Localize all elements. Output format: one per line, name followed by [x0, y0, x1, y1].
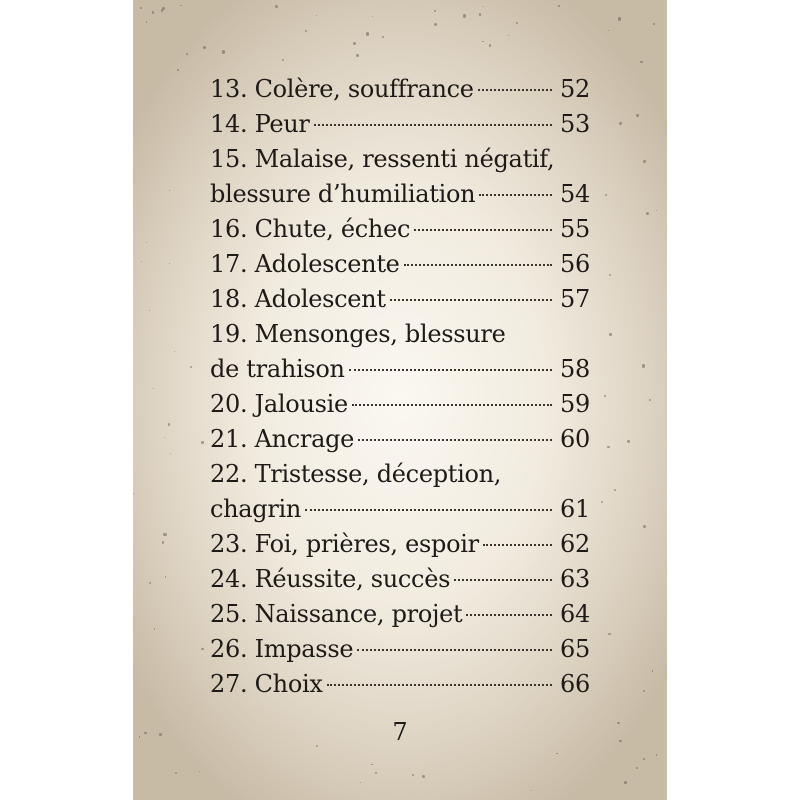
paper-speck — [422, 775, 425, 778]
toc-entry-title: 22. Tristesse, déception, — [210, 460, 502, 488]
toc-entry-line — [210, 107, 590, 142]
paper-speck — [149, 582, 151, 584]
paper-speck — [619, 122, 622, 125]
toc-entry-title: 25. Naissance, projet — [210, 600, 463, 628]
toc-entry-title: 16. Chute, échec — [210, 215, 411, 243]
toc-entry — [210, 72, 590, 107]
toc-entry — [210, 212, 590, 247]
dot-leader — [358, 439, 552, 441]
paper-speck — [605, 194, 607, 196]
paper-speck — [434, 23, 437, 26]
dot-leader — [478, 89, 552, 91]
toc-page-number: 57 — [560, 285, 590, 313]
paper-speck — [168, 423, 170, 425]
toc-entry-title: de trahison — [210, 355, 345, 383]
toc-entry-line — [210, 457, 590, 492]
paper-speck — [162, 541, 165, 544]
dot-leader — [404, 264, 552, 266]
toc-entry-line — [210, 317, 590, 352]
dot-leader — [314, 124, 552, 126]
toc-entry — [210, 597, 590, 632]
toc-page-number: 66 — [560, 670, 590, 698]
toc-entry-title: 19. Mensonges, blessure — [210, 320, 506, 348]
paper-speck — [382, 36, 384, 38]
toc-entry-title: 17. Adolescente — [210, 250, 400, 278]
paper-speck — [165, 576, 167, 578]
paper-speck — [643, 690, 645, 692]
paper-speck — [434, 10, 436, 12]
dot-leader — [349, 369, 552, 371]
toc-page-number: 60 — [560, 425, 590, 453]
paper-speck — [609, 333, 611, 335]
toc-page-number: 65 — [560, 635, 590, 663]
toc-entry-line — [210, 142, 590, 177]
toc-entry-line — [210, 212, 590, 247]
dot-leader — [414, 229, 552, 231]
paper-speck — [356, 54, 359, 57]
paper-speck — [609, 274, 611, 276]
paper-speck — [489, 44, 491, 46]
paper-speck — [149, 310, 150, 311]
toc-entry-line — [210, 527, 590, 562]
toc-entry-line — [210, 72, 590, 107]
paper-speck — [531, 790, 532, 791]
toc-entry-line — [210, 247, 590, 282]
toc-entry — [210, 107, 590, 142]
paper-speck — [483, 6, 484, 7]
paper-speck — [161, 9, 163, 11]
toc-entry-line — [210, 632, 590, 667]
toc-entry — [210, 527, 590, 562]
dot-leader — [454, 579, 552, 581]
table-of-contents — [210, 72, 590, 702]
toc-entry-title: 24. Réussite, succès — [210, 565, 451, 593]
paper-speck — [624, 781, 627, 784]
paper-speck — [141, 261, 142, 262]
dot-leader — [390, 299, 552, 301]
paper-speck — [180, 5, 181, 6]
toc-entry — [210, 457, 590, 527]
dot-leader — [483, 544, 552, 546]
paper-speck — [646, 212, 649, 215]
toc-page-number: 56 — [560, 250, 590, 278]
toc-page-number: 52 — [560, 75, 590, 103]
paper-speck — [649, 399, 651, 401]
paper-speck — [508, 35, 509, 36]
toc-entry-title: chagrin — [210, 495, 302, 523]
toc-entry-title: 15. Malaise, ressenti négatif, — [210, 145, 555, 173]
toc-entry-title: 18. Adolescent — [210, 285, 386, 313]
toc-entry — [210, 317, 590, 387]
dot-leader — [466, 614, 552, 616]
paper-speck — [643, 525, 646, 528]
paper-speck — [604, 395, 606, 397]
paper-speck — [190, 366, 192, 368]
toc-entry — [210, 387, 590, 422]
toc-entry-title: 27. Choix — [210, 670, 323, 698]
toc-entry — [210, 422, 590, 457]
paper-speck — [133, 493, 134, 494]
toc-entry-line — [210, 177, 590, 212]
paper-speck — [653, 23, 655, 25]
dot-leader — [479, 194, 552, 196]
dot-leader — [357, 649, 552, 651]
dot-leader — [352, 404, 552, 406]
toc-entry-title: 13. Colère, souffrance — [210, 75, 474, 103]
paper-speck — [608, 633, 610, 635]
paper-speck — [177, 69, 179, 71]
paper-speck — [642, 364, 645, 367]
paper-speck — [305, 30, 307, 32]
paper-speck — [170, 453, 172, 455]
paper-speck — [372, 16, 374, 18]
toc-entry — [210, 142, 590, 212]
page-number: 7 — [392, 718, 408, 746]
toc-entry-title: 14. Peur — [210, 110, 310, 138]
paper-speck — [607, 446, 609, 448]
paper-speck — [163, 533, 166, 536]
paper-speck — [618, 17, 621, 20]
paper-speck — [558, 5, 560, 7]
paper-speck — [479, 13, 481, 15]
paper-speck — [164, 437, 165, 438]
toc-entry — [210, 247, 590, 282]
paper-speck — [643, 758, 645, 760]
paper-speck — [146, 242, 147, 243]
paper-speck — [412, 774, 414, 776]
paper-speck — [203, 46, 206, 49]
paper-speck — [169, 263, 170, 264]
toc-entry-line — [210, 282, 590, 317]
paper-speck — [353, 42, 356, 45]
paper-speck — [316, 15, 317, 16]
dot-leader — [305, 509, 552, 511]
paper-speck — [360, 782, 361, 783]
toc-entry-line — [210, 597, 590, 632]
paper-speck — [640, 61, 642, 63]
paper-speck — [174, 351, 175, 352]
toc-entry-line — [210, 667, 590, 702]
paper-speck — [199, 771, 200, 772]
toc-entry-line — [210, 422, 590, 457]
paper-speck — [201, 648, 204, 651]
toc-entry-title: 21. Ancrage — [210, 425, 355, 453]
toc-entry — [210, 282, 590, 317]
paper-speck — [282, 59, 284, 61]
paper-speck — [186, 53, 188, 55]
toc-entry-line — [210, 492, 590, 527]
toc-page-number: 59 — [560, 390, 590, 418]
paper-speck — [201, 441, 204, 444]
toc-entry-line — [210, 352, 590, 387]
paper-speck — [656, 210, 657, 211]
paper-speck — [656, 754, 658, 756]
paper-speck — [146, 21, 148, 23]
toc-page-number: 64 — [560, 600, 590, 628]
paper-speck — [482, 41, 483, 42]
toc-entry — [210, 632, 590, 667]
paper-speck — [175, 772, 177, 774]
toc-page-number: 61 — [560, 495, 590, 523]
paper-speck — [275, 5, 278, 8]
paper-speck — [140, 7, 142, 9]
toc-page-number: 54 — [560, 180, 590, 208]
book-page — [133, 0, 667, 800]
toc-entry — [210, 562, 590, 597]
paper-speck — [463, 14, 466, 17]
toc-entry-title: 26. Impasse — [210, 635, 354, 663]
paper-speck — [153, 388, 154, 389]
toc-entry-line — [210, 562, 590, 597]
toc-page-number: 53 — [560, 110, 590, 138]
paper-speck — [601, 501, 603, 503]
paper-speck — [636, 767, 638, 769]
toc-page-number: 58 — [560, 355, 590, 383]
toc-entry — [210, 667, 590, 702]
paper-speck — [222, 50, 225, 53]
paper-speck — [371, 764, 372, 765]
paper-speck — [375, 772, 377, 774]
paper-speck — [516, 22, 518, 24]
paper-speck — [652, 670, 653, 671]
toc-page-number: 62 — [560, 530, 590, 558]
toc-page-number: 63 — [560, 565, 590, 593]
paper-speck — [643, 160, 646, 163]
paper-speck — [152, 11, 155, 14]
toc-entry-line — [210, 387, 590, 422]
toc-page-number: 55 — [560, 215, 590, 243]
paper-speck — [366, 32, 369, 35]
paper-speck — [556, 753, 558, 755]
toc-entry-title: 23. Foi, prières, espoir — [210, 530, 479, 558]
toc-entry-title: blessure d’humiliation — [210, 180, 476, 208]
paper-speck — [614, 489, 616, 491]
paper-speck — [627, 440, 630, 443]
paper-speck — [169, 190, 170, 191]
toc-entry-title: 20. Jalousie — [210, 390, 348, 418]
paper-speck — [636, 114, 639, 117]
dot-leader — [327, 684, 552, 686]
paper-speck — [608, 30, 609, 31]
paper-speck — [154, 628, 155, 629]
